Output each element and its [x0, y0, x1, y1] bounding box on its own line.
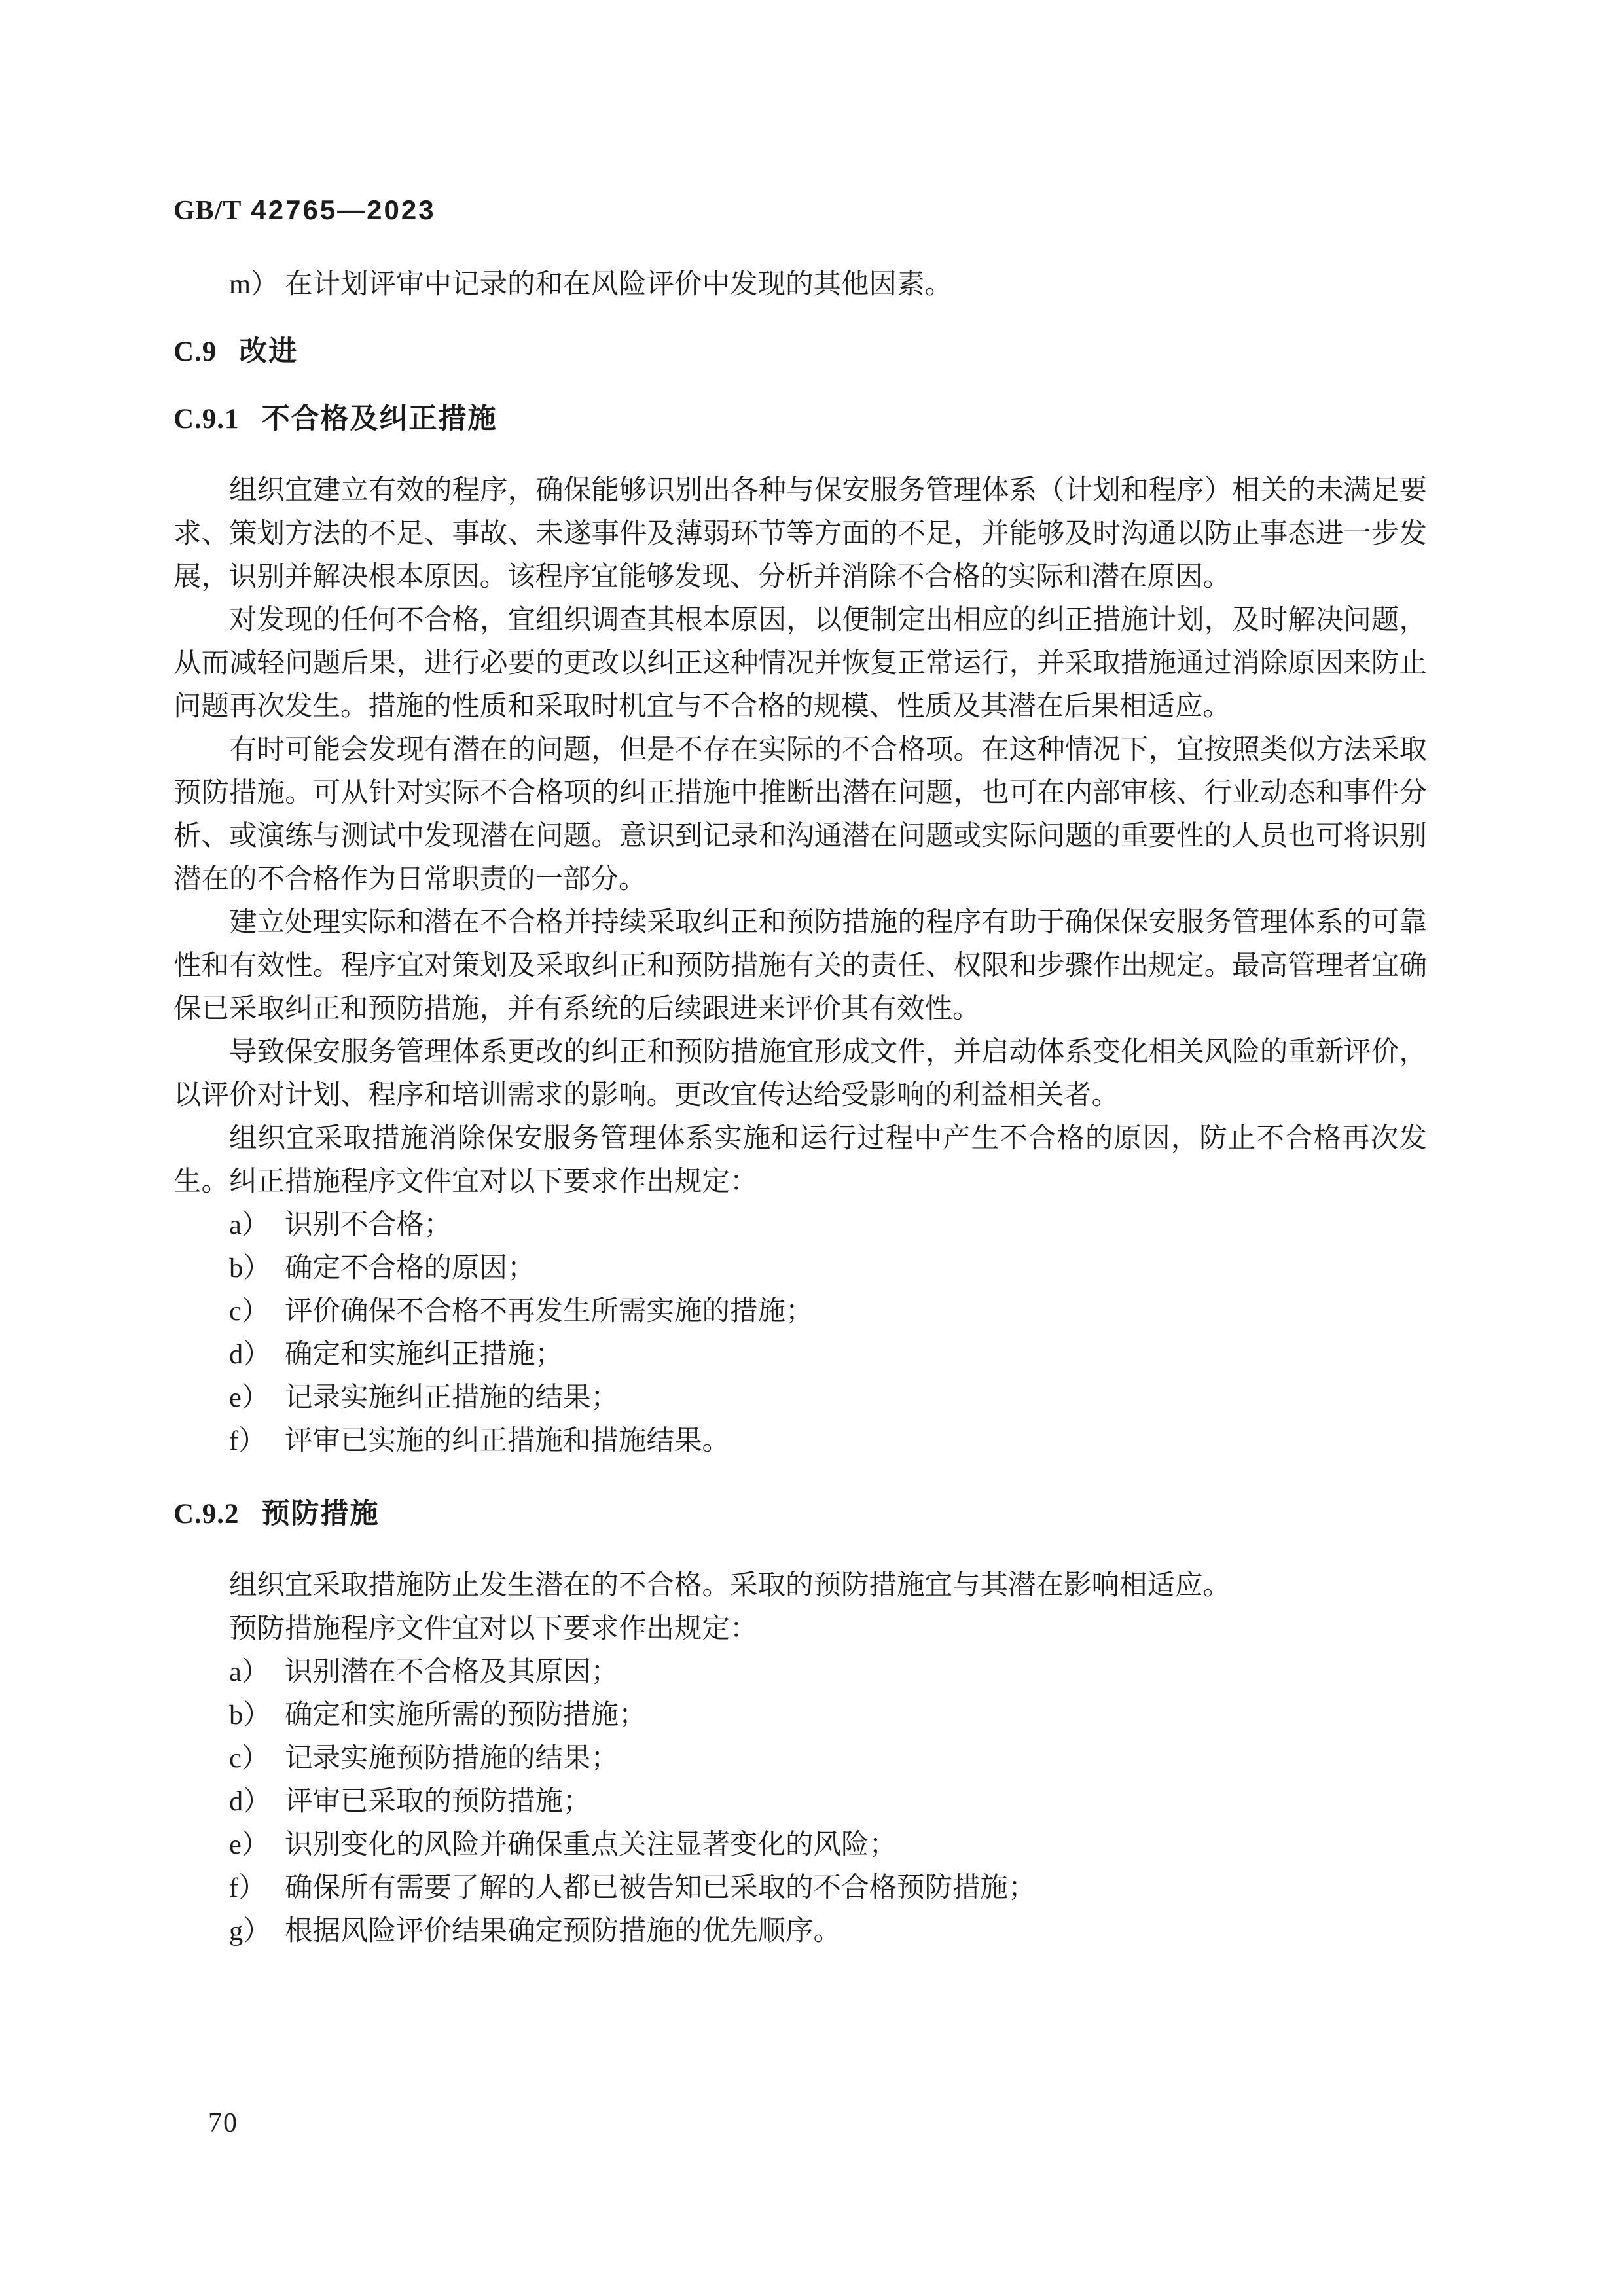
- list-item-text: 确保所有需要了解的人都已被告知已采取的不合格预防措施；: [285, 1873, 1036, 1903]
- list-item-label: c）: [229, 1296, 270, 1327]
- section-heading-c92: [173, 1498, 1427, 1530]
- list-item-text: 识别不合格；: [285, 1210, 452, 1240]
- section-heading-c91: [173, 403, 1427, 435]
- paragraph: 有时可能会发现有潜在的问题，但是不存在实际的不合格项。在这种情况下，宜按照类似方法采取预防措施。可从针对实际不合格项的纠正措施中推断出潜在问题，也可在内部审核、行业动态和事件分析、或演练与测试中发现潜在问题。意识到记录和沟通潜在问题或实际问题的重要性的人员也可将识别潜在的不合格作为日常职责的一部分。: [173, 734, 1427, 895]
- page-number: 70: [208, 2108, 238, 2138]
- list-item: [173, 1290, 1427, 1333]
- paragraph: 组织宜建立有效的程序，确保能够识别出各种与保安服务管理体系（计划和程序）相关的未满足要求、策划方法的不足、事故、未遂事件及薄弱环节等方面的不足，并能够及时沟通以防止事态进一步发展，识别并解决根本原因。该程序宜能够发现、分析并消除不合格的实际和潜在原因。: [173, 475, 1427, 592]
- list-item: [173, 1247, 1427, 1290]
- section-title: 不合格及纠正措施: [261, 403, 497, 435]
- section-title: 预防措施: [261, 1498, 380, 1530]
- paragraph: 对发现的任何不合格，宜组织调查其根本原因，以便制定出相应的纠正措施计划，及时解决问题，从而减轻问题后果，进行必要的更改以纠正这种情况并恢复正常运行，并采取措施通过消除原因来防止问题再次发生。措施的性质和采取时机宜与不合格的规模、性质及其潜在后果相适应。: [173, 605, 1427, 722]
- standard-number: 42765—2023: [251, 194, 436, 225]
- clause-c92-body: [173, 1564, 1427, 1953]
- section-id: C.9.2: [173, 1499, 240, 1530]
- page-content: [173, 195, 1427, 1953]
- list-item: [173, 1420, 1427, 1463]
- list-item-text: 确定和实施所需的预防措施；: [285, 1700, 647, 1731]
- list-item-text: 确定不合格的原因；: [285, 1253, 535, 1283]
- list-item-text: 确定和实施纠正措施；: [285, 1339, 564, 1370]
- paragraph: 建立处理实际和潜在不合格并持续采取纠正和预防措施的程序有助于确保保安服务管理体系的可靠性和有效性。程序宜对策划及采取纠正和预防措施有关的责任、权限和步骤作出规定。最高管理者宜确保已采取纠正和预防措施，并有系统的后续跟进来评价其有效性。: [173, 907, 1427, 1024]
- clause-c91-body: [173, 469, 1427, 1463]
- list-item-text: 记录实施纠正措施的结果；: [285, 1382, 619, 1413]
- list-item-text: 根据风险评价结果确定预防措施的优先顺序。: [285, 1916, 842, 1946]
- paragraph: 组织宜采取措施消除保安服务管理体系实施和运行过程中产生不合格的原因，防止不合格再次发生。纠正措施程序文件宜对以下要求作出规定：: [173, 1123, 1427, 1197]
- running-head: [173, 195, 1427, 226]
- list-item: [173, 1204, 1427, 1247]
- section-id: C.9.1: [173, 404, 240, 435]
- list-item-text: 识别变化的风险并确保重点关注显著变化的风险；: [285, 1829, 897, 1860]
- list-item-label: a）: [229, 1210, 270, 1240]
- list-item-label: c）: [229, 1743, 270, 1774]
- list-item: [173, 1910, 1427, 1953]
- list-item: [173, 1694, 1427, 1737]
- list-item-label: b）: [229, 1700, 271, 1731]
- list-item: [173, 1333, 1427, 1376]
- list-item: [173, 1823, 1427, 1867]
- paragraph: 预防措施程序文件宜对以下要求作出规定：: [229, 1613, 758, 1644]
- list-item-label: d）: [229, 1339, 271, 1370]
- list-item-text: 评价确保不合格不再发生所需实施的措施；: [285, 1296, 814, 1327]
- list-item-label: d）: [229, 1786, 271, 1817]
- list-item: [173, 1737, 1427, 1780]
- list-item: [173, 1651, 1427, 1694]
- list-item-label: f）: [229, 1426, 266, 1456]
- list-item-text: 评审已采取的预防措施；: [285, 1786, 591, 1817]
- list-item-text: 评审已实施的纠正措施和措施结果。: [285, 1426, 731, 1456]
- list-item-text: 记录实施预防措施的结果；: [285, 1743, 619, 1774]
- list-item-text: 识别潜在不合格及其原因；: [285, 1657, 619, 1687]
- list-item: [173, 1376, 1427, 1420]
- list-item-label: e）: [229, 1829, 270, 1860]
- list-item-label: g）: [229, 1916, 271, 1946]
- list-item: [173, 1867, 1427, 1910]
- list-item: [173, 1780, 1427, 1823]
- paragraph: 导致保安服务管理体系更改的纠正和预防措施宜形成文件，并启动体系变化相关风险的重新评价，以评价对计划、程序和培训需求的影响。更改宜传达给受影响的利益相关者。: [173, 1037, 1427, 1111]
- list-item-label: f）: [229, 1873, 266, 1903]
- list-item-label: b）: [229, 1253, 271, 1283]
- list-item-label: a）: [229, 1657, 270, 1687]
- list-item-text: 在计划评审中记录的和在风险评价中发现的其他因素。: [285, 269, 953, 300]
- list-item-label: m）: [229, 269, 279, 300]
- section-title: 改进: [239, 336, 298, 367]
- section-id: C.9: [173, 336, 217, 367]
- list-item-m: [173, 269, 1427, 300]
- section-heading-c9: [173, 336, 1427, 368]
- list-item-label: e）: [229, 1382, 270, 1413]
- standard-prefix: GB/T: [173, 196, 242, 226]
- paragraph: 组织宜采取措施防止发生潜在的不合格。采取的预防措施宜与其潜在影响相适应。: [229, 1570, 1231, 1601]
